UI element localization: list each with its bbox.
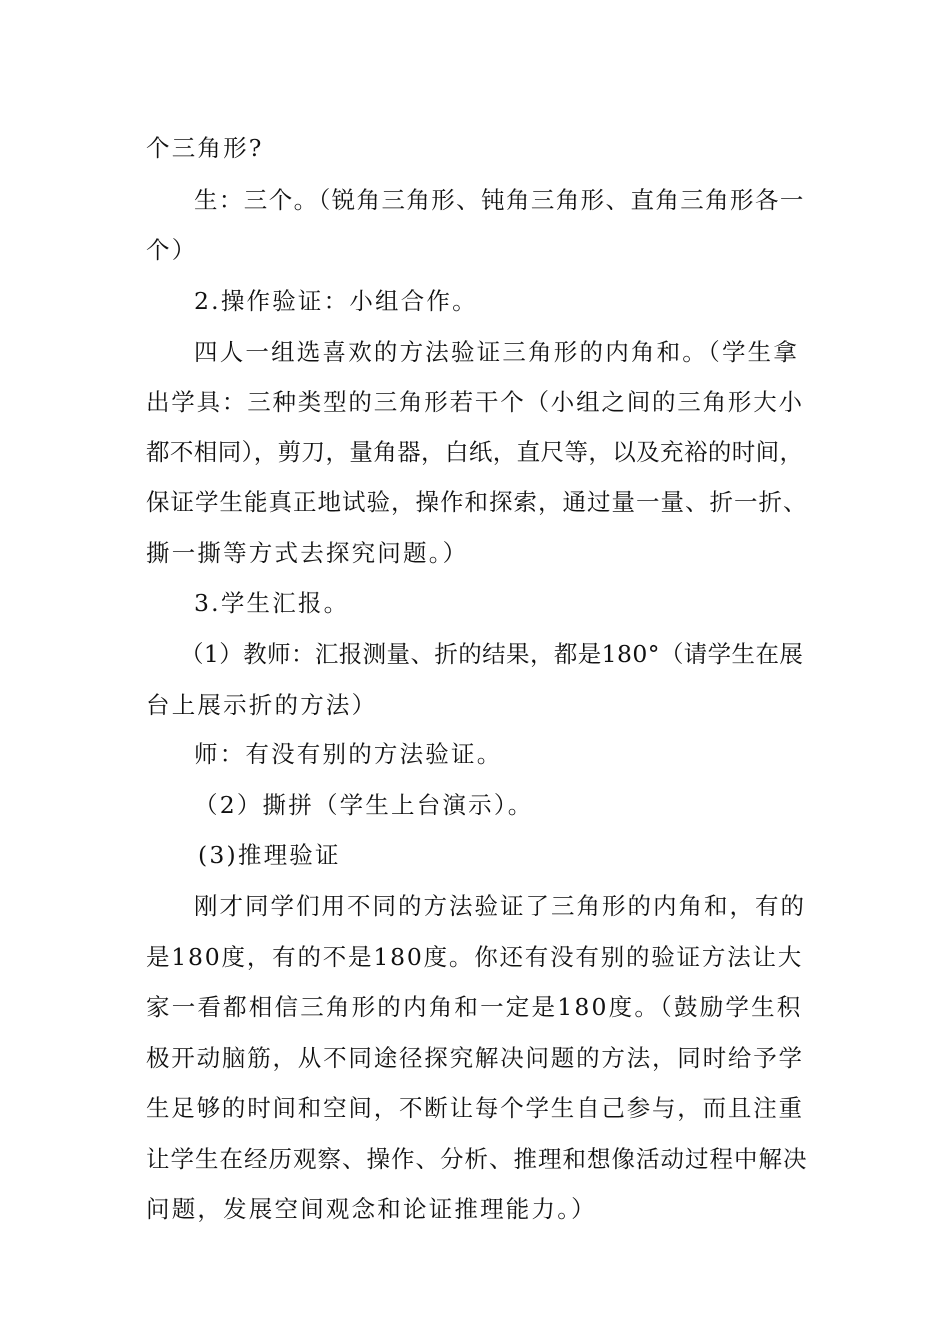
text-line: 四人一组选喜欢的方法验证三角形的内角和。（学生拿 — [194, 338, 800, 366]
text-line: 3.学生汇报。 — [194, 589, 350, 617]
text-line: 家一看都相信三角形的内角和一定是180度。（鼓励学生积 — [146, 993, 803, 1021]
text-line: 师：有没有别的方法验证。 — [194, 740, 503, 768]
text-line: （2）撕拼（学生上台演示）。 — [194, 791, 534, 819]
text-line: 出学具：三种类型的三角形若干个（小组之间的三角形大小 — [146, 388, 804, 416]
text-line: 撕一撕等方式去探究问题。） — [146, 539, 469, 567]
text-line: 问题，发展空间观念和论证推理能力。） — [146, 1195, 597, 1223]
text-line: 让学生在经历观察、操作、分析、推理和想像活动过程中解决 — [146, 1145, 808, 1173]
text-line: 个三角形? — [146, 134, 264, 162]
text-line: 刚才同学们用不同的方法验证了三角形的内角和，有的 — [194, 892, 806, 920]
text-line: (3)推理验证 — [198, 841, 341, 869]
text-line: 台上展示折的方法） — [146, 691, 378, 719]
text-line: （1）教师：汇报测量、折的结果，都是180°（请学生在展 — [180, 640, 804, 668]
text-line: 都不相同），剪刀，量角器，白纸，直尺等，以及充裕的时间， — [146, 438, 804, 466]
text-line: 个） — [146, 236, 198, 264]
text-line: 保证学生能真正地试验，操作和探索，通过量一量、折一折、 — [146, 488, 808, 516]
text-line: 生：三个。（锐角三角形、钝角三角形、直角三角形各一 — [194, 186, 805, 214]
text-line: 极开动脑筋，从不同途径探究解决问题的方法，同时给予学 — [146, 1044, 804, 1072]
text-line: 2.操作验证：小组合作。 — [194, 287, 478, 315]
text-line: 生足够的时间和空间，不断让每个学生自己参与，而且注重 — [146, 1094, 804, 1122]
text-line: 是180度，有的不是180度。你还有没有别的验证方法让大 — [146, 943, 804, 971]
